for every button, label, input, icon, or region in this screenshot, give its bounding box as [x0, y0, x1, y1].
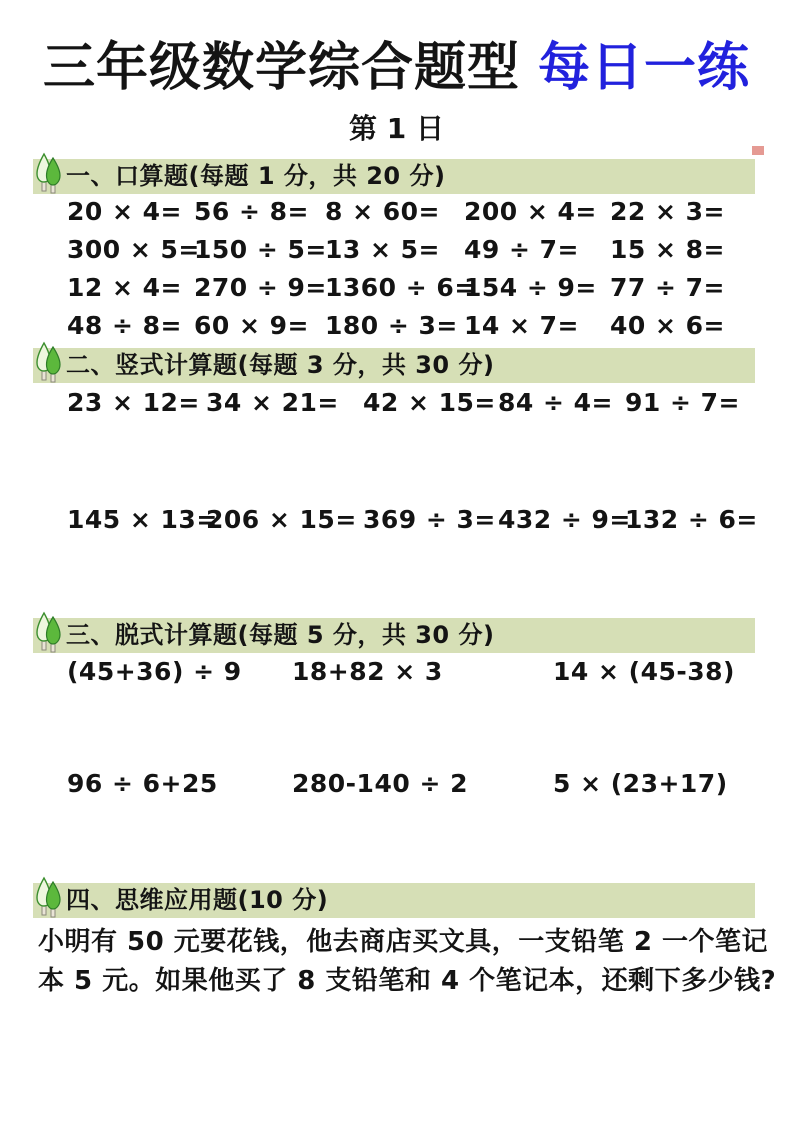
problem-cell: 14 × (45-38) [553, 657, 735, 686]
title-accent: 每日一练 [538, 37, 751, 98]
problem-cell: 40 × 6= [610, 311, 725, 340]
tree-icon [35, 611, 63, 657]
problem-cell: 145 × 13= [67, 505, 218, 534]
problem-cell: 49 ÷ 7= [464, 235, 579, 264]
problem-cell: 22 × 3= [610, 197, 725, 226]
section-banner [33, 159, 755, 194]
problem-cell: 270 ÷ 9= [194, 273, 327, 302]
tree-icon [35, 152, 63, 198]
problem-cell: 96 ÷ 6+25 [67, 769, 218, 798]
problem-cell: 206 × 15= [206, 505, 357, 534]
section-banner [33, 348, 755, 383]
problem-cell: 60 × 9= [194, 311, 309, 340]
problem-cell: 1360 ÷ 6= [325, 273, 476, 302]
problem-cell: 8 × 60= [325, 197, 440, 226]
problem-cell: 42 × 15= [363, 388, 496, 417]
tree-icon [35, 876, 63, 922]
problem-cell: 12 × 4= [67, 273, 182, 302]
day-subtitle: 第 1 日 [349, 112, 444, 145]
problem-cell: 132 ÷ 6= [625, 505, 758, 534]
problem-cell: 14 × 7= [464, 311, 579, 340]
title-main: 三年级数学综合题型 [42, 37, 520, 98]
problem-cell: 91 ÷ 7= [625, 388, 740, 417]
page-title [0, 36, 793, 100]
problem-cell: 200 × 4= [464, 197, 597, 226]
problem-cell: 280-140 ÷ 2 [292, 769, 468, 798]
section-heading: 一、口算题(每题 1 分，共 20 分) [66, 162, 446, 190]
problem-cell: 369 ÷ 3= [363, 505, 496, 534]
problem-cell: 23 × 12= [67, 388, 200, 417]
red-mark [752, 146, 764, 155]
problem-cell: 432 ÷ 9= [498, 505, 631, 534]
problem-cell: 77 ÷ 7= [610, 273, 725, 302]
section-banner [33, 618, 755, 653]
word-problem-line: 小明有 50 元要花钱，他去商店买文具，一支铅笔 2 一个笔记 [38, 927, 768, 957]
problem-cell: 18+82 × 3 [292, 657, 443, 686]
problem-cell: 15 × 8= [610, 235, 725, 264]
word-problem-line: 本 5 元。如果他买了 8 支铅笔和 4 个笔记本，还剩下多少钱? [38, 966, 777, 996]
section-heading: 二、竖式计算题(每题 3 分，共 30 分) [66, 351, 495, 379]
problem-cell: 180 ÷ 3= [325, 311, 458, 340]
problem-cell: 150 ÷ 5= [194, 235, 327, 264]
problem-cell: 20 × 4= [67, 197, 182, 226]
problem-cell: 13 × 5= [325, 235, 440, 264]
section-heading: 四、思维应用题(10 分) [66, 886, 329, 914]
problem-cell: 5 × (23+17) [553, 769, 728, 798]
section-banner [33, 883, 755, 918]
problem-cell: 56 ÷ 8= [194, 197, 309, 226]
problem-cell: (45+36) ÷ 9 [67, 657, 242, 686]
problem-cell: 154 ÷ 9= [464, 273, 597, 302]
problem-cell: 34 × 21= [206, 388, 339, 417]
section-heading: 三、脱式计算题(每题 5 分，共 30 分) [66, 621, 495, 649]
problem-cell: 48 ÷ 8= [67, 311, 182, 340]
problem-cell: 300 × 5= [67, 235, 200, 264]
tree-icon [35, 341, 63, 387]
problem-cell: 84 ÷ 4= [498, 388, 613, 417]
